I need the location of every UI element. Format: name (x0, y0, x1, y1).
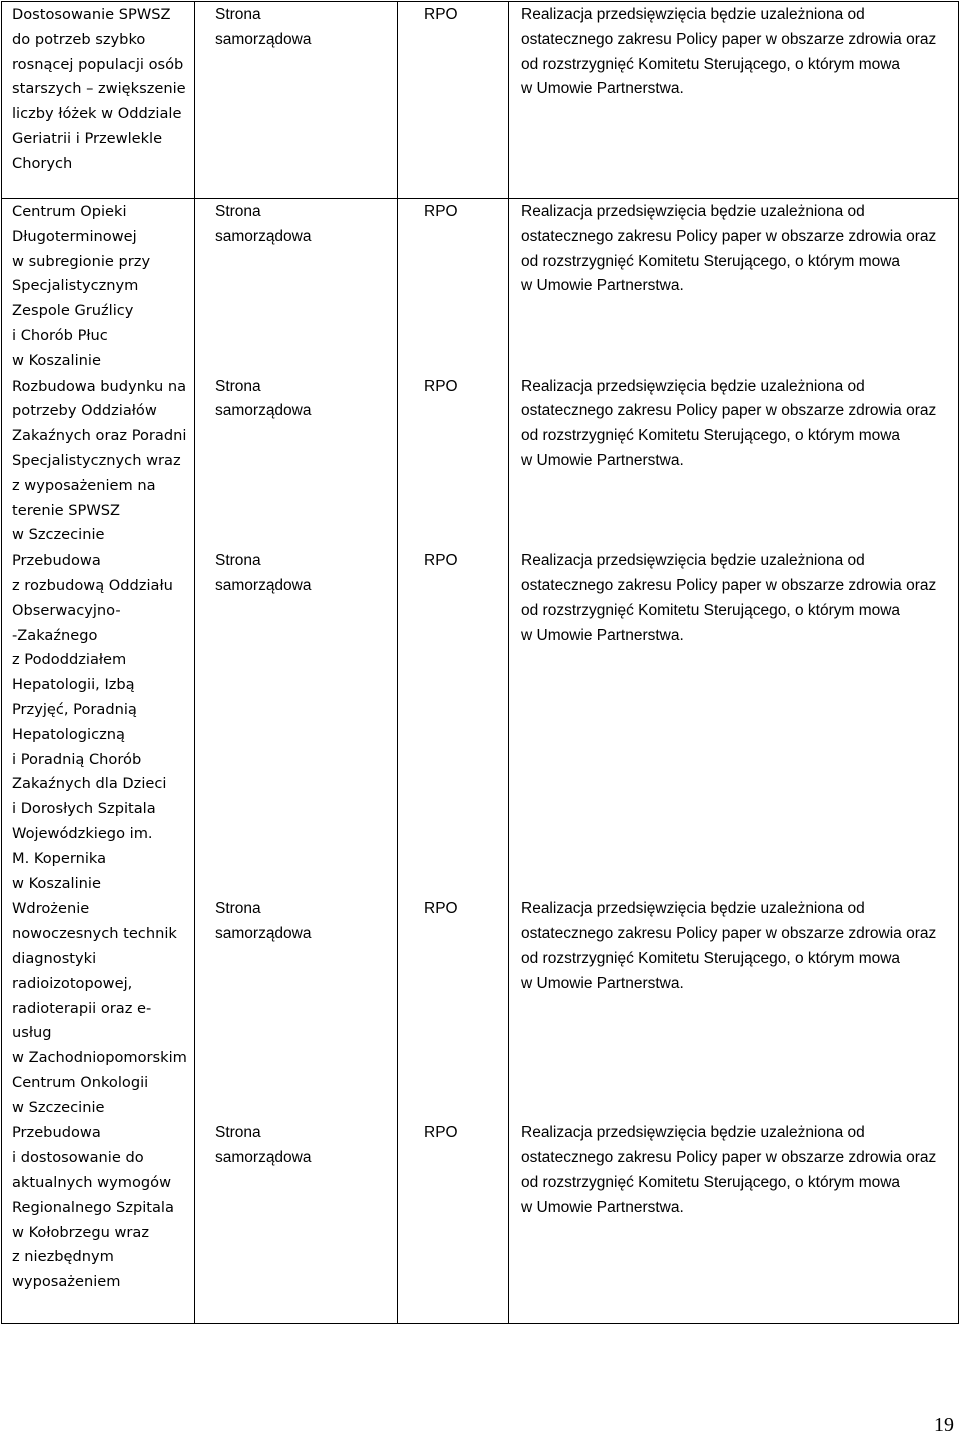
note-cell (509, 2, 959, 199)
project-title-line: Przebudowa (12, 1124, 101, 1142)
source-cell (398, 2, 509, 199)
note-line: w Umowie Partnerstwa. (521, 974, 684, 992)
project-title-line: radioizotopowej, (12, 974, 133, 992)
project-title-line: starszych – zwiększenie (12, 80, 186, 98)
source-cell (398, 199, 509, 374)
project-title-line: z wyposażeniem na (12, 476, 156, 494)
project-title-line: Dostosowanie SPWSZ (12, 6, 171, 23)
project-title-line: i Chorób Płuc (12, 326, 108, 344)
table-row (2, 2, 959, 199)
table-row (2, 374, 959, 549)
project-title-cell (2, 2, 195, 199)
party-cell (195, 2, 398, 199)
project-title-line: rosnącej populacji osób (12, 55, 184, 73)
source-cell (398, 374, 509, 549)
note-line: ostatecznego zakresu Policy paper w obszarze zdrowia oraz (521, 227, 937, 245)
project-title-line: Rozbudowa budynku na (12, 377, 187, 395)
party-line: samorządowa (215, 925, 312, 943)
note-line: w Umowie Partnerstwa. (521, 451, 684, 469)
project-title-line: do potrzeb szybko (12, 30, 146, 48)
project-title-line: w Koszalinie (12, 874, 101, 892)
party-line: Strona (215, 203, 261, 220)
note-line: od rozstrzygnięć Komitetu Sterującego, o którym mowa (521, 601, 901, 619)
project-title-line: Geriatrii i Przewlekle (12, 129, 163, 147)
note-line: ostatecznego zakresu Policy paper w obszarze zdrowia oraz (521, 30, 937, 48)
party-line: samorządowa (215, 30, 312, 48)
project-title-line: Przyjęć, Poradnią (12, 700, 137, 718)
project-title-line: Zakaźnych oraz Poradni (12, 427, 187, 445)
project-title-cell (2, 1120, 195, 1323)
source-text: RPO (424, 203, 458, 220)
note-line: Realizacja przedsięwzięcia będzie uzależniona od (521, 6, 865, 23)
project-title-line: wyposażeniem (12, 1273, 121, 1291)
project-title-line: nowoczesnych technik (12, 925, 177, 943)
project-title-line: Zespole Gruźlicy (12, 302, 134, 320)
source-text: RPO (424, 377, 458, 395)
project-title-line: w Szczecinie (12, 526, 105, 544)
party-line: samorządowa (215, 402, 312, 420)
table-row (2, 1120, 959, 1323)
note-line: Realizacja przedsięwzięcia będzie uzależniona od (521, 377, 865, 395)
table-row (2, 896, 959, 1120)
project-title-line: i dostosowanie do (12, 1149, 144, 1167)
note-cell (509, 199, 959, 374)
party-line: Strona (215, 1124, 261, 1142)
note-line: od rozstrzygnięć Komitetu Sterującego, o którym mowa (521, 949, 901, 967)
project-title-line: Chorych (12, 154, 73, 172)
project-title-line: z rozbudową Oddziału (12, 576, 173, 594)
note-line: Realizacja przedsięwzięcia będzie uzależniona od (521, 900, 865, 918)
table-row (2, 548, 959, 896)
note-line: od rozstrzygnięć Komitetu Sterującego, o którym mowa (521, 55, 901, 73)
party-line: Strona (215, 6, 261, 23)
project-title-line: Specjalistycznym (12, 277, 139, 295)
projects-table-body (2, 2, 959, 1324)
project-title-cell (2, 199, 195, 374)
note-cell (509, 1120, 959, 1323)
note-line: w Umowie Partnerstwa. (521, 80, 684, 98)
note-cell (509, 548, 959, 896)
project-title-line: z Pododdziałem (12, 651, 127, 669)
source-cell (398, 1120, 509, 1323)
note-line: Realizacja przedsięwzięcia będzie uzależniona od (521, 1124, 865, 1142)
project-title-cell (2, 548, 195, 896)
note-line: w Umowie Partnerstwa. (521, 277, 684, 295)
project-title-line: Wdrożenie (12, 900, 90, 918)
project-title-line: radioterapii oraz e-usług (12, 999, 152, 1042)
projects-table (1, 1, 959, 1324)
project-title-line: i Dorosłych Szpitala (12, 800, 156, 818)
project-title-line: Hepatologii, Izbą (12, 676, 135, 694)
project-title-line: -Zakaźnego (12, 626, 98, 644)
source-cell (398, 896, 509, 1120)
note-line: od rozstrzygnięć Komitetu Sterującego, o którym mowa (521, 427, 901, 445)
table-row (2, 199, 959, 374)
note-line: ostatecznego zakresu Policy paper w obszarze zdrowia oraz (521, 576, 937, 594)
note-line: Realizacja przedsięwzięcia będzie uzależniona od (521, 552, 865, 570)
project-title-line: w Koszalinie (12, 351, 101, 369)
party-cell (195, 896, 398, 1120)
project-title-line: aktualnych wymogów (12, 1174, 172, 1192)
project-title-line: w Kołobrzegu wraz (12, 1223, 150, 1241)
note-line: od rozstrzygnięć Komitetu Sterującego, o którym mowa (521, 1174, 901, 1192)
project-title-cell (2, 374, 195, 549)
project-title-line: terenie SPWSZ (12, 501, 121, 519)
note-cell (509, 374, 959, 549)
project-title-line: Wojewódzkiego im. (12, 824, 153, 842)
source-text: RPO (424, 6, 458, 23)
party-line: samorządowa (215, 1149, 312, 1167)
page-number: 19 (934, 1414, 954, 1436)
source-text: RPO (424, 552, 458, 570)
source-text: RPO (424, 900, 458, 918)
source-cell (398, 548, 509, 896)
project-title-line: potrzeby Oddziałów (12, 402, 157, 420)
project-title-line: w Szczecinie (12, 1098, 105, 1116)
project-title-line: diagnostyki (12, 949, 97, 967)
project-title-line: Zakaźnych dla Dzieci (12, 775, 167, 793)
party-cell (195, 374, 398, 549)
note-line: w Umowie Partnerstwa. (521, 1198, 684, 1216)
party-cell (195, 1120, 398, 1323)
party-line: samorządowa (215, 576, 312, 594)
project-title-line: Centrum Opieki (12, 203, 127, 220)
note-line: od rozstrzygnięć Komitetu Sterującego, o którym mowa (521, 252, 901, 270)
project-title-line: Specjalistycznych wraz (12, 451, 181, 469)
party-cell (195, 548, 398, 896)
note-line: Realizacja przedsięwzięcia będzie uzależniona od (521, 203, 865, 220)
project-title-line: Regionalnego Szpitala (12, 1198, 174, 1216)
project-title-line: w Zachodniopomorskim (12, 1049, 187, 1067)
project-title-line: z niezbędnym (12, 1248, 114, 1266)
source-text: RPO (424, 1124, 458, 1142)
project-title-cell (2, 896, 195, 1120)
party-cell (195, 199, 398, 374)
party-line: Strona (215, 377, 261, 395)
party-line: samorządowa (215, 227, 312, 245)
note-cell (509, 896, 959, 1120)
note-line: w Umowie Partnerstwa. (521, 626, 684, 644)
project-title-line: Przebudowa (12, 552, 101, 570)
project-title-line: Obserwacyjno- (12, 601, 121, 619)
project-title-line: M. Kopernika (12, 849, 107, 867)
note-line: ostatecznego zakresu Policy paper w obszarze zdrowia oraz (521, 925, 937, 943)
project-title-line: w subregionie przy (12, 252, 151, 270)
project-title-line: liczby łóżek w Oddziale (12, 105, 182, 123)
note-line: ostatecznego zakresu Policy paper w obszarze zdrowia oraz (521, 402, 937, 420)
party-line: Strona (215, 900, 261, 918)
party-line: Strona (215, 552, 261, 570)
project-title-line: Centrum Onkologii (12, 1073, 149, 1091)
note-line: ostatecznego zakresu Policy paper w obszarze zdrowia oraz (521, 1149, 937, 1167)
project-title-line: Długoterminowej (12, 227, 137, 245)
project-title-line: i Poradnią Chorób (12, 750, 142, 768)
project-title-line: Hepatologiczną (12, 725, 125, 743)
